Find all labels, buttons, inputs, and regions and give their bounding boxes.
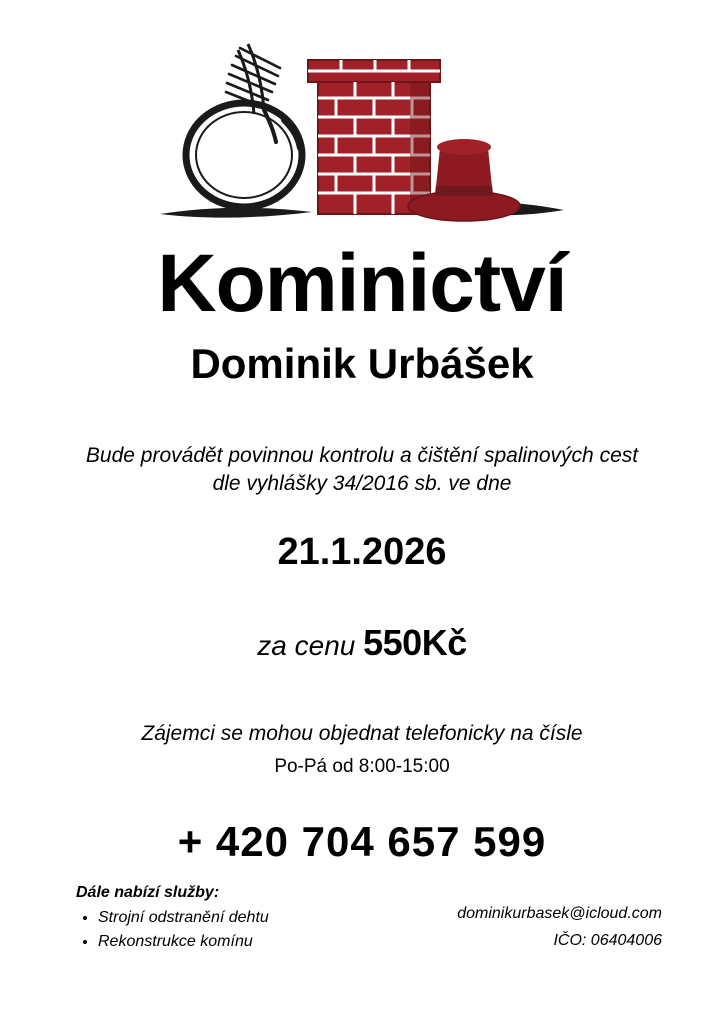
intro-line-1: Bude provádět povinnou kontrolu a čištění spalinových cest: [85, 444, 639, 467]
service-date: 21.1.2026: [277, 530, 447, 573]
brick-chimney-icon: [308, 60, 440, 214]
phone-number[interactable]: + 420 704 657 599: [177, 817, 547, 865]
intro-paragraph: [56, 442, 668, 499]
chimney-brush-icon: [226, 44, 280, 142]
chimney-sweep-logo: [152, 38, 572, 243]
logo-area: [0, 38, 724, 243]
services-title: Dále nabízí služby:: [76, 884, 220, 901]
list-item: • Rekonstrukce komínu: [98, 930, 269, 954]
order-instructions: Zájemci se mohou objednat telefonicky na čísle: [141, 721, 583, 745]
list-item: • Strojní odstranění dehtu: [98, 906, 269, 930]
page-title: Kominictví: [157, 238, 567, 329]
price-prefix: za cenu: [257, 629, 364, 661]
title-block: [0, 238, 724, 387]
price-line: [0, 622, 724, 664]
services-block: [76, 884, 269, 954]
body-block: [0, 442, 724, 866]
price-amount: 550Kč: [363, 621, 467, 663]
ico-number: IČO: 06404006: [553, 932, 662, 950]
services-list: [76, 906, 269, 954]
contact-block: [457, 900, 662, 954]
page-subtitle: Dominik Urbášek: [190, 340, 534, 387]
office-hours: Po-Pá od 8:00-15:00: [274, 755, 450, 777]
intro-line-2: dle vyhlášky 34/2016 sb. ve dne: [212, 472, 512, 496]
footer: [0, 884, 724, 984]
coiled-rope-icon: [186, 103, 302, 207]
email-address[interactable]: dominikurbasek@icloud.com: [457, 905, 662, 922]
